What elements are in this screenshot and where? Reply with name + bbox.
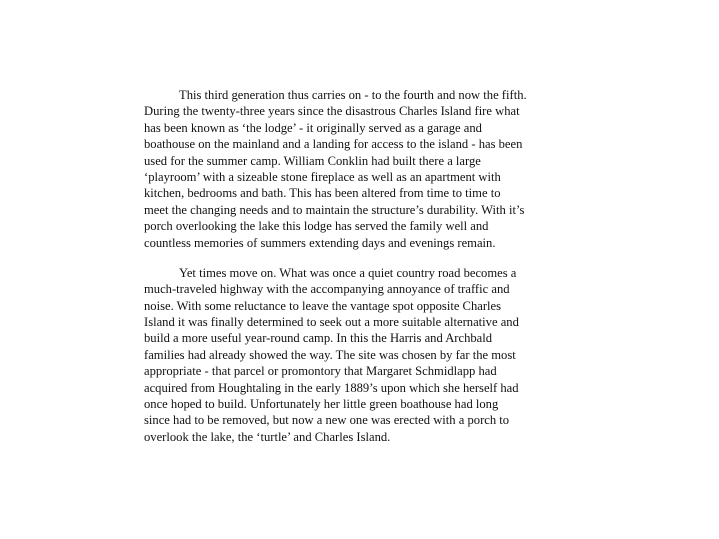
text-line: build a more useful year-round camp. In this the Harris and Archbald	[144, 331, 493, 346]
paragraph-lodge-history	[144, 87, 578, 251]
text-line: has been known as ‘the lodge’ - it originally served as a garage and	[144, 120, 482, 135]
paragraph-new-camp	[144, 265, 578, 445]
text-line: boathouse on the mainland and a landing for access to the island - has been	[144, 137, 523, 152]
text-line: appropriate - that parcel or promontory that Margaret Schmidlapp had	[144, 364, 497, 379]
text-line: noise. With some reluctance to leave the vantage spot opposite Charles	[144, 298, 502, 313]
text-line: Island it was finally determined to seek out a more suitable alternative and	[144, 315, 519, 330]
text-line: much-traveled highway with the accompanying annoyance of traffic and	[144, 282, 510, 297]
text-line: meet the changing needs and to maintain the structure’s durability. With it’s	[144, 202, 525, 217]
text-line: This third generation thus carries on - to the fourth and now the fifth.	[179, 88, 527, 102]
body-text	[144, 87, 578, 445]
text-line: families had already showed the way. The site was chosen by far the most	[144, 347, 516, 362]
text-line: countless memories of summers extending days and evenings remain.	[144, 235, 496, 250]
text-line: porch overlooking the lake this lodge has served the family well and	[144, 219, 489, 234]
text-line: acquired from Houghtaling in the early 1889’s upon which she herself had	[144, 380, 519, 395]
text-line: kitchen, bedrooms and bath. This has been altered from time to time to	[144, 186, 501, 201]
text-line: since had to be removed, but now a new one was erected with a porch to	[144, 413, 510, 428]
text-line: once hoped to build. Unfortunately her little green boathouse had long	[144, 397, 499, 412]
text-line: overlook the lake, the ‘turtle’ and Charles Island.	[144, 429, 391, 444]
text-line: During the twenty-three years since the disastrous Charles Island fire what	[144, 104, 520, 119]
text-line: ‘playroom’ with a sizeable stone fireplace as well as an apartment with	[144, 169, 501, 184]
text-line: Yet times move on. What was once a quiet country road becomes a	[179, 265, 517, 280]
text-line: used for the summer camp. William Conklin had built there a large	[144, 153, 481, 168]
